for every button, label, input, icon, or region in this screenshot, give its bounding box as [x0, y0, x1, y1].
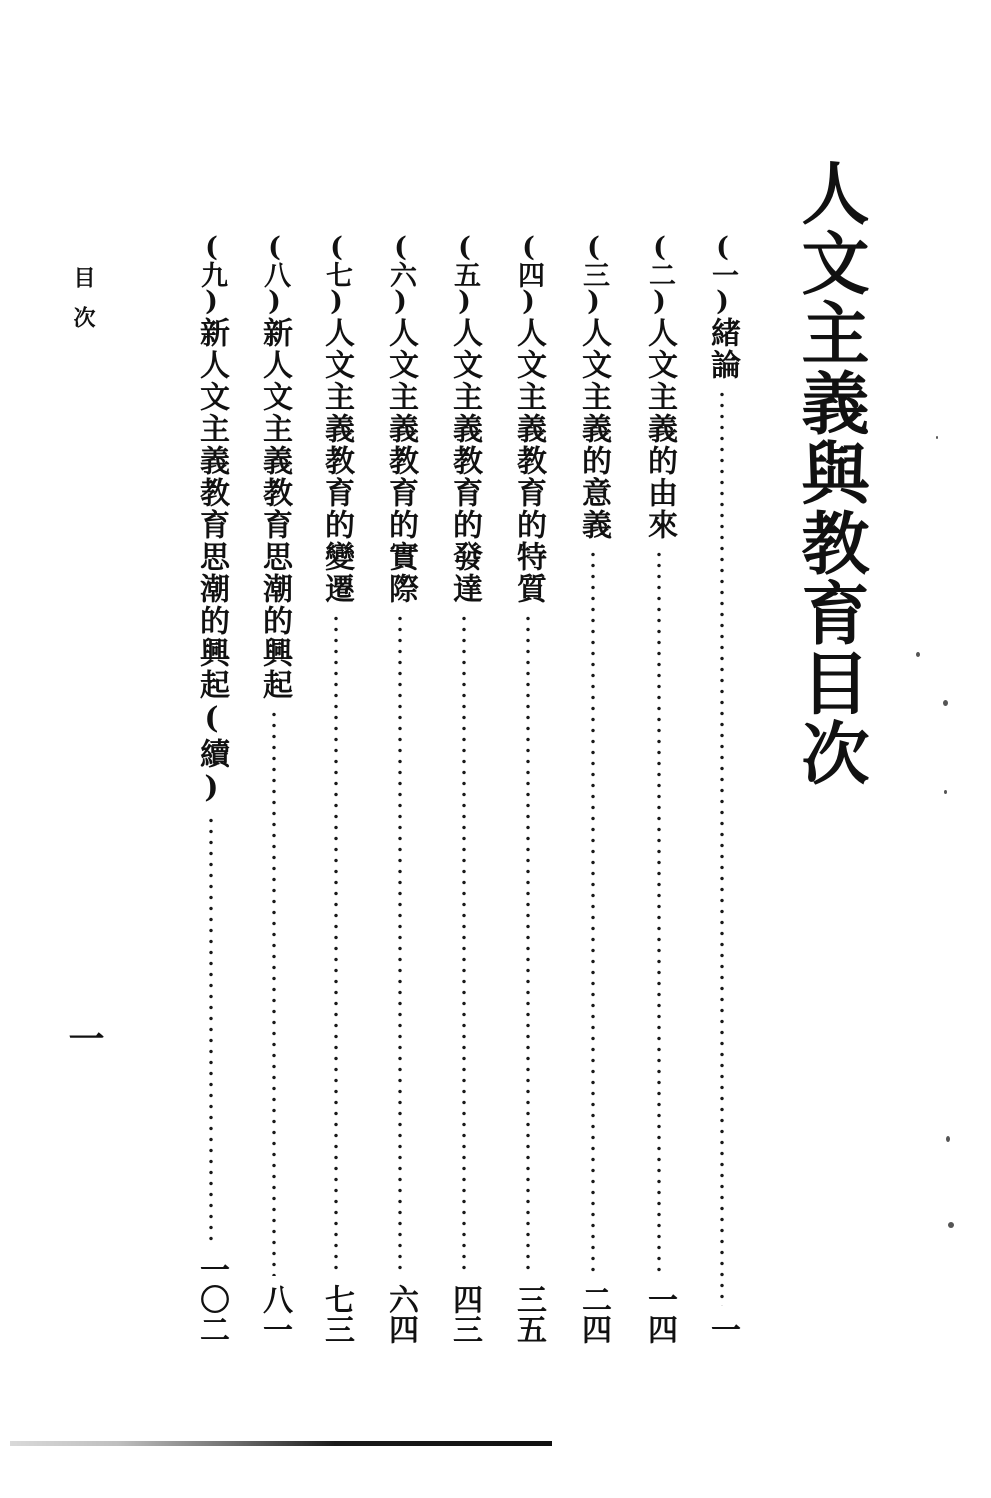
toc-entry-page: 八一 [257, 1284, 292, 1344]
toc-entry-7[interactable] [316, 232, 356, 1344]
scan-speck [944, 790, 947, 794]
toc-entry-number: (八) [259, 232, 290, 315]
scan-speck [948, 1222, 954, 1228]
scan-speck [916, 652, 920, 657]
running-head: 目次 [70, 266, 96, 346]
page-number: 一 [63, 1020, 105, 1056]
toc-entry-title: 人文主義教育的變遷 [319, 317, 354, 605]
toc-entry-number: (五) [449, 232, 480, 315]
toc-entry-title: 人文主義教育的特質 [511, 317, 546, 605]
toc-entry-2[interactable] [639, 232, 679, 1344]
dot-leader [334, 613, 338, 1276]
scan-speck [936, 436, 938, 439]
toc-entry-title: 緒論 [705, 317, 740, 381]
toc-entry-title: 人文主義教育的發達 [447, 317, 482, 605]
toc-entry-4[interactable] [508, 232, 548, 1344]
toc-entry-title: 人文主義教育的實際 [383, 317, 418, 605]
toc-entry-9[interactable] [191, 232, 231, 1344]
toc-entry-page: 二四 [576, 1284, 611, 1344]
toc-entry-number: (九) [196, 232, 227, 315]
scan-speck [946, 1136, 950, 1142]
toc-entry-number: (七) [321, 232, 352, 315]
toc-entry-5[interactable] [444, 232, 484, 1344]
toc-entry-page: 一〇二 [194, 1254, 229, 1344]
toc-entry-title: 人文主義的意義 [576, 317, 611, 541]
toc-entry-page: 三五 [511, 1284, 546, 1344]
toc-entry-page: 一四 [642, 1284, 677, 1344]
toc-entry-page: 七三 [319, 1284, 354, 1344]
bottom-rule [10, 1441, 552, 1446]
dot-leader [209, 815, 213, 1246]
scan-speck [943, 700, 948, 706]
toc-entry-number: (六) [385, 232, 416, 315]
toc-entry-page: 六四 [383, 1284, 418, 1344]
toc-entry-number: (一) [707, 232, 738, 315]
toc-entry-1[interactable] [702, 232, 742, 1344]
dot-leader [657, 549, 661, 1276]
toc-entry-8[interactable] [254, 232, 294, 1344]
toc-entry-number: (四) [513, 232, 544, 315]
toc-entry-page: 四三 [447, 1284, 482, 1344]
toc-entry-number: (三) [578, 232, 609, 315]
page-title: 人文主義與教育目次 [790, 158, 870, 788]
dot-leader [398, 613, 402, 1276]
toc-entry-title: 新人文主義教育思潮的興起 [257, 317, 292, 701]
toc-entry-6[interactable] [380, 232, 420, 1344]
dot-leader [526, 613, 530, 1276]
dot-leader [720, 389, 724, 1306]
dot-leader [591, 549, 595, 1276]
dot-leader [462, 613, 466, 1276]
toc-entry-page: 一 [705, 1314, 740, 1344]
dot-leader [272, 709, 276, 1276]
toc-entry-number: (二) [644, 232, 675, 315]
toc-entry-title: 新人文主義教育思潮的興起(續) [194, 317, 229, 807]
toc-entry-title: 人文主義的由來 [642, 317, 677, 541]
toc-entry-3[interactable] [573, 232, 613, 1344]
